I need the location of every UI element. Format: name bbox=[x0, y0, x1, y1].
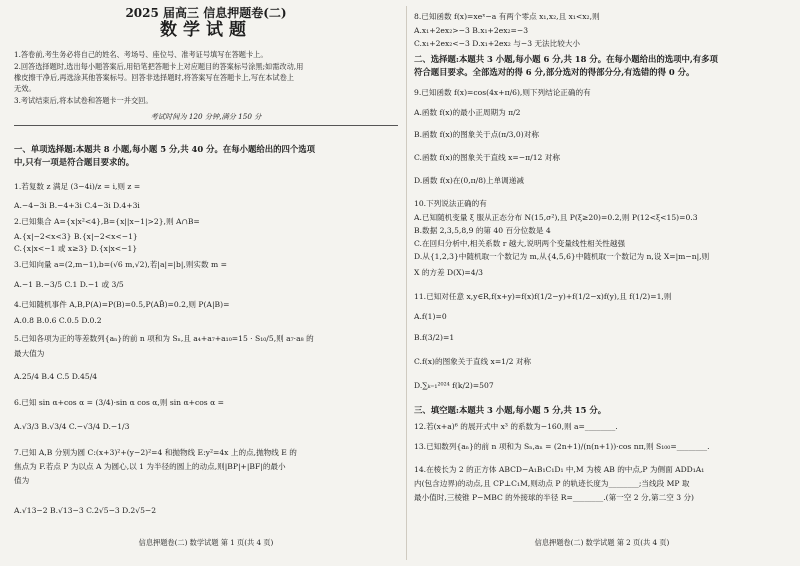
question-9-option-d: D.函数 f(x)在(0,π/8)上单调递减 bbox=[414, 176, 524, 185]
section-1-heading-cont: 中,只有一项是符合题目要求的。 bbox=[14, 157, 135, 167]
question-7: 7.已知 A,B 分别为圆 C:(x+3)²+(y−2)²=4 和抛物线 E:y²=4x 上的点,抛物线 E 的 bbox=[14, 448, 297, 457]
question-14-cont2: 最小值时,三棱锥 P−MBC 的外接球的半径 R=________.(第一空 2 分,第二空 3 分) bbox=[414, 493, 695, 502]
question-3-options: A.−1 B.−3/5 C.1 D.−1 或 3/5 bbox=[14, 280, 124, 289]
question-10-option-c: C.在回归分析中,相关系数 r 越大,说明两个变量线性相关性越强 bbox=[414, 239, 626, 248]
question-11: 11.已知对任意 x,y∈R,f(x+y)=f(x)f(1/2−y)+f(1/2−x)f(y),且 f(1/2)=1,则 bbox=[414, 292, 672, 301]
question-9-option-b: B.函数 f(x)的图象关于点(π/3,0)对称 bbox=[414, 130, 539, 139]
question-7-options: A.√13−2 B.√13−3 C.2√5−3 D.2√5−2 bbox=[14, 506, 157, 515]
question-12: 12.若(x+a)⁶ 的展开式中 x³ 的系数为−160,则 a=________. bbox=[414, 422, 618, 431]
question-2-options-ab: A.{x|−2<x<3} B.{x|−2<x<−1} bbox=[14, 232, 138, 241]
question-6-options: A.√3/3 B.√3/4 C.−√3/4 D.−1/3 bbox=[14, 422, 130, 431]
question-1: 1.若复数 z 满足 (3−4i)/z = i,则 z = bbox=[14, 182, 141, 191]
question-9-option-a: A.函数 f(x)的最小正周期为 π/2 bbox=[414, 108, 521, 117]
header-rule bbox=[14, 125, 398, 126]
page-1-footer: 信息押题卷(二) 数学试题 第 1 页(共 4 页) bbox=[138, 538, 274, 547]
question-10: 10.下列说法正确的有 bbox=[414, 199, 487, 208]
instruction-3: 3.考试结束后,将本试卷和答题卡一并交回。 bbox=[14, 96, 153, 105]
question-8: 8.已知函数 f(x)=xeˣ−a 有两个零点 x₁,x₂,且 x₁<x₂,则 bbox=[414, 12, 600, 21]
instruction-2c: 无效。 bbox=[14, 84, 36, 93]
question-4: 4.已知随机事件 A,B,P(A)=P(B)=0.5,P(AB̄)=0.2,则 P(A|B)= bbox=[14, 300, 230, 309]
exam-title: 2025 届高三 信息押题卷(二) bbox=[125, 6, 287, 20]
question-2-options-cd: C.{x|x<−1 或 x≥3} D.{x|x<−1} bbox=[14, 244, 138, 253]
section-1-heading: 一、单项选择题:本题共 8 小题,每小题 5 分,共 40 分。在每小题给出的四个选项 bbox=[14, 144, 315, 154]
question-10-option-a: A.已知随机变量 ξ 服从正态分布 N(15,σ²),且 P(ξ≥20)=0.2,则 P(12<ξ<15)=0.3 bbox=[414, 213, 698, 222]
question-5-cont: 最大值为 bbox=[14, 349, 45, 358]
instruction-2b: 橡皮擦干净后,再选涂其他答案标号。回答非选择题时,将答案写在答题卡上,写在本试卷上 bbox=[14, 73, 294, 82]
question-10-option-d-cont: X 的方差 D(X)=4/3 bbox=[414, 268, 484, 277]
question-3: 3.已知向量 a=(2,m−1),b=(√6 m,√2),若|a|=|b|,则实数 m = bbox=[14, 260, 227, 269]
question-7-cont: 焦点为 F.若点 P 为以点 A 为圆心,以 1 为半径的圆上的动点,则|BP|+|BF|的最小 bbox=[14, 462, 286, 471]
question-10-option-d: D.从{1,2,3}中随机取一个数记为 m,从{4,5,6}中随机取一个数记为 n,设 X=|m−n|,则 bbox=[414, 252, 710, 261]
question-11-option-b: B.f(3/2)=1 bbox=[414, 333, 455, 342]
question-11-option-c: C.f(x)的图象关于直线 x=1/2 对称 bbox=[414, 357, 532, 366]
column-divider bbox=[406, 6, 407, 560]
question-2: 2.已知集合 A={x|x²<4},B={x||x−1|>2},则 A∩B= bbox=[14, 217, 200, 226]
question-11-option-d: D.∑ₖ₌₁²⁰²⁴ f(k/2)=507 bbox=[414, 381, 494, 390]
question-5: 5.已知各项为正的等差数列{aₙ}的前 n 项和为 Sₙ,且 a₄+a₇+a₁₀=15 · S₁₀/5,则 a₇·a₈ 的 bbox=[14, 334, 314, 343]
instruction-1: 1.答卷前,考生务必将自己的姓名、考场号、座位号、准考证号填写在答题卡上。 bbox=[14, 50, 268, 59]
section-2-heading-cont: 符合题目要求。全部选对的得 6 分,部分选对的得部分分,有选错的得 0 分。 bbox=[414, 67, 695, 77]
right-column bbox=[414, 0, 790, 566]
question-11-option-a: A.f(1)=0 bbox=[414, 312, 447, 321]
question-9-option-c: C.函数 f(x)的图象关于直线 x=−π/12 对称 bbox=[414, 153, 560, 162]
question-14-cont: 内(包含边界)的动点,且 CP⊥C₁M,则动点 P 的轨迹长度为________;当线段 MP 取 bbox=[414, 479, 690, 488]
question-6: 6.已知 sin α+cos α = (3/4)·sin α cos α,则 sin α+cos α = bbox=[14, 398, 224, 407]
question-14: 14.在棱长为 2 的正方体 ABCD−A₁B₁C₁D₁ 中,M 为棱 AB 的中点,P 为侧面 ADD₁A₁ bbox=[414, 465, 705, 474]
question-8-options-ab: A.x₁+2ex₂>−3 B.x₁+2ex₂=−3 bbox=[414, 26, 529, 35]
question-7-cont2: 值为 bbox=[14, 476, 30, 485]
question-9: 9.已知函数 f(x)=cos(4x+π/6),则下列结论正确的有 bbox=[414, 88, 591, 97]
section-2-heading: 二、选择题:本题共 3 小题,每小题 6 分,共 18 分。在每小题给出的选项中,有多项 bbox=[414, 54, 718, 64]
exam-info: 考试时间为 120 分钟,满分 150 分 bbox=[150, 112, 262, 121]
question-13: 13.已知数列{aₙ}的前 n 项和为 Sₙ,aₙ = (2n+1)/(n(n+1))·cos nπ,则 S₁₀₀=________. bbox=[414, 442, 710, 451]
left-column bbox=[14, 0, 398, 566]
instruction-2: 2.回答选择题时,选出每小题答案后,用铅笔把答题卡上对应题目的答案标号涂黑;如需改动,用 bbox=[14, 62, 304, 71]
section-3-heading: 三、填空题:本题共 3 小题,每小题 5 分,共 15 分。 bbox=[414, 405, 607, 415]
question-10-option-b: B.数据 2,3,5,8,9 的第 40 百分位数是 4 bbox=[414, 226, 551, 235]
question-5-options: A.25/4 B.4 C.5 D.45/4 bbox=[14, 372, 98, 381]
page-2-footer: 信息押题卷(二) 数学试题 第 2 页(共 4 页) bbox=[534, 538, 670, 547]
question-4-options: A.0.8 B.0.6 C.0.5 D.0.2 bbox=[14, 316, 102, 325]
question-1-options: A.−4−3i B.−4+3i C.4−3i D.4+3i bbox=[14, 201, 140, 210]
question-8-options-cd: C.x₁+2ex₂<−3 D.x₁+2ex₂ 与−3 无法比较大小 bbox=[414, 39, 581, 48]
subject-title: 数学试题 bbox=[160, 20, 252, 40]
